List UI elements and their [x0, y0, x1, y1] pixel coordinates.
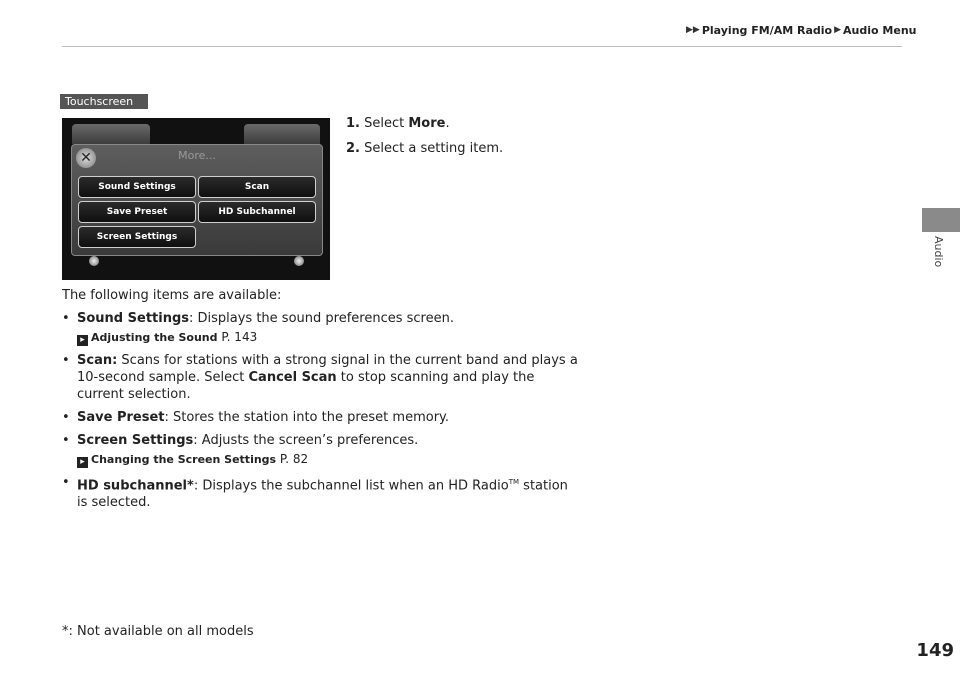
screen-button-screen-settings: Screen Settings — [78, 226, 196, 248]
header-divider — [62, 46, 902, 47]
figure-label: Touchscreen — [60, 94, 148, 109]
cross-reference[interactable]: ▸ Changing the Screen Settings P. 82 — [77, 451, 582, 468]
screen-button-scan: Scan — [198, 176, 316, 198]
item-screen-settings: • Screen Settings: Adjusts the screen’s preferences. ▸ Changing the Screen Settings P. 82 — [62, 432, 582, 468]
close-icon: ✕ — [76, 148, 96, 168]
section-tab-marker — [922, 208, 960, 232]
bullet-icon: • — [62, 311, 70, 326]
steps-list — [346, 116, 646, 166]
screen-button-hd-subchannel: HD Subchannel — [198, 201, 316, 223]
screen-button-sound-settings: Sound Settings — [78, 176, 196, 198]
screen-knob-right — [294, 256, 304, 266]
breadcrumb-item: Playing FM/AM Radio — [701, 23, 833, 37]
bullet-icon: • — [62, 475, 70, 490]
bullet-icon: • — [62, 410, 70, 425]
triangle-right-icon: ▶▶ — [686, 25, 700, 35]
bullet-icon: • — [62, 353, 70, 368]
screen-knob-left — [89, 256, 99, 266]
step-1: 1. Select More. — [346, 116, 450, 131]
page-number: 149 — [916, 640, 954, 661]
item-hd-subchannel: • HD subchannel*: Displays the subchannel list when an HD Radio™ station is selected. — [62, 475, 568, 511]
step-2: 2. Select a setting item. — [346, 141, 504, 156]
item-descriptions — [62, 287, 582, 517]
breadcrumb-item: Audio Menu — [843, 23, 917, 37]
bullet-icon: • — [62, 433, 70, 448]
intro-text: The following items are available: — [62, 288, 282, 303]
screen-tab-right — [244, 124, 320, 144]
screen-tab-left — [72, 124, 150, 144]
touchscreen-figure — [62, 118, 330, 280]
reference-arrow-icon: ▸ — [77, 457, 88, 468]
triangle-right-icon: ▶ — [834, 25, 842, 35]
more-menu-title: More... — [178, 149, 216, 162]
item-scan: • Scan: Scans for stations with a strong signal in the current band and plays a 10-second sample. Select Cancel Scan to stop scanning and play the current selection. — [62, 353, 578, 402]
item-sound-settings: • Sound Settings: Displays the sound preferences screen. ▸ Adjusting the Sound P. 143 — [62, 310, 582, 346]
breadcrumb — [686, 22, 946, 38]
item-save-preset: • Save Preset: Stores the station into the preset memory. — [62, 410, 450, 425]
reference-arrow-icon: ▸ — [77, 335, 88, 346]
footnote: *: Not available on all models — [62, 624, 254, 639]
screen-button-save-preset: Save Preset — [78, 201, 196, 223]
cross-reference[interactable]: ▸ Adjusting the Sound P. 143 — [77, 329, 582, 346]
section-side-label: Audio — [932, 236, 945, 268]
